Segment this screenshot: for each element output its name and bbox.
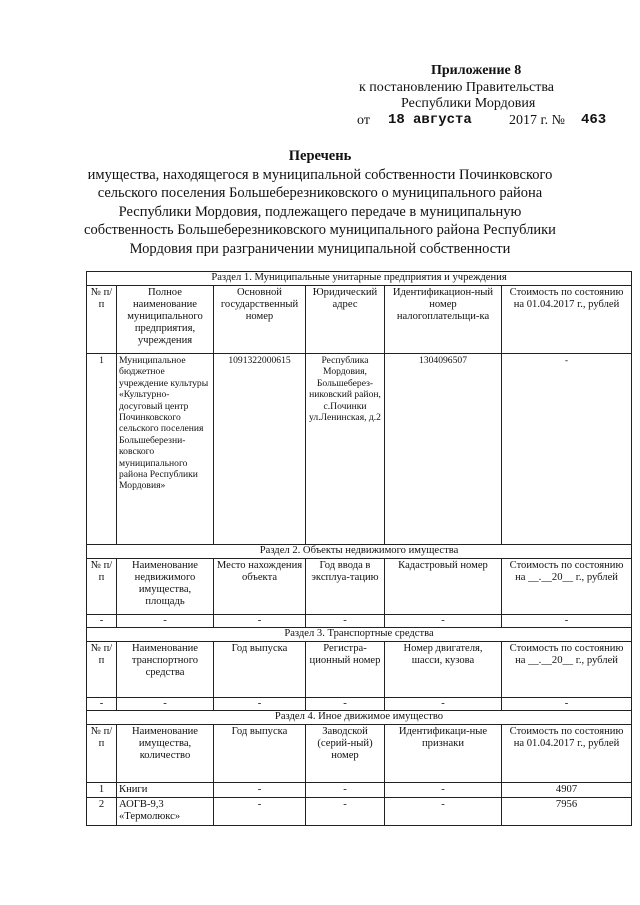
table-row [87,354,632,545]
column-header: Юридический адрес [306,286,385,354]
column-header: Место нахождения объекта [214,559,306,615]
column-header: Наименование имущества, количество [117,725,214,783]
empty-cell: - [214,698,306,711]
empty-cell: - [502,615,632,628]
section-2-header-row [87,559,632,615]
column-header: № п/п [87,286,117,354]
empty-cell: - [117,698,214,711]
property-table [86,271,632,826]
section-3-title: Раздел 3. Транспортные средства [87,628,632,642]
row-number: 1 [87,354,117,545]
table-row [87,798,632,826]
section-1-title: Раздел 1. Муниципальные унитарные предприятия и учреждения [87,272,632,286]
inn-value: 1304096507 [385,354,502,545]
column-header: № п/п [87,725,117,783]
empty-cell: - [87,698,117,711]
empty-cell: - [87,615,117,628]
column-header: Наименование транспортного средства [117,642,214,698]
cost-value: 4907 [502,783,632,798]
column-header: № п/п [87,642,117,698]
document-number: 463 [581,112,607,128]
republic-line: Республики Мордовия [401,96,536,111]
column-header: Год выпуска [214,725,306,783]
empty-cell: - [214,615,306,628]
column-header: Номер двигателя, шасси, кузова [385,642,502,698]
section-2-title-row [87,545,632,559]
empty-cell: - [117,615,214,628]
column-header: Год выпуска [214,642,306,698]
section-4-title: Раздел 4. Иное движимое имущество [87,711,632,725]
serial-value: - [306,798,385,826]
column-header: Стоимость по состоянию на 01.04.2017 г., рублей [502,725,632,783]
row-number: 2 [87,798,117,826]
section-2-title: Раздел 2. Объекты недвижимого имущества [87,545,632,559]
column-header: Наименование недвижимого имущества, площадь [117,559,214,615]
title-line: собственность Большеберезниковского муниципального района Республики [84,222,556,239]
year-value: - [214,783,306,798]
column-header: Полное наименование муниципального предприятия, учреждения [117,286,214,354]
table-row [87,698,632,711]
column-header: Регистра-ционный номер [306,642,385,698]
empty-cell: - [502,698,632,711]
cost-value: - [502,354,632,545]
item-name: АОГВ-9,3 «Термолюкс» [117,798,214,826]
column-header: Стоимость по состоянию на __.__20__ г., рублей [502,559,632,615]
section-3-header-row [87,642,632,698]
empty-cell: - [306,698,385,711]
ident-value: - [385,798,502,826]
empty-cell: - [306,615,385,628]
column-header: Основной государственный номер [214,286,306,354]
title-line: Республики Мордовия, подлежащего передаче в муниципальную [118,203,522,220]
title-line: имущества, находящегося в муниципальной собственности Починковского [87,166,553,183]
column-header: Идентификаци-ные признаки [385,725,502,783]
title-heading: Перечень [288,148,352,164]
date-month: августа [413,112,472,128]
resolution-line: к постановлению Правительства [359,80,555,95]
section-4-header-row [87,725,632,783]
column-header: Идентификацион-ный номер налогоплательщи-ка [385,286,502,354]
table-row [87,615,632,628]
date-year: 2017 г. № [509,113,566,128]
document-title [0,147,640,259]
institution-name: Муниципальное бюджетное учреждение культуры «Культурно-досуговый центр Починковского сельского поселения Большеберезни-ковского муниципального района Республики Мордовия» [117,354,214,545]
section-4-title-row [87,711,632,725]
ident-value: - [385,783,502,798]
section-1-header-row [87,286,632,354]
column-header: Стоимость по состоянию на 01.04.2017 г., рублей [502,286,632,354]
item-name: Книги [117,783,214,798]
table-row [87,783,632,798]
column-header: № п/п [87,559,117,615]
row-number: 1 [87,783,117,798]
appendix-label: Приложение 8 [431,63,522,78]
legal-address: Республика Мордовия, Большеберез-никовский район, с.Починки ул.Ленинская, д.2 [306,354,385,545]
column-header: Кадастровый номер [385,559,502,615]
column-header: Заводской (серий-ный) номер [306,725,385,783]
column-header: Год ввода в эксплуа-тацию [306,559,385,615]
date-day: 18 [388,112,405,128]
date-prefix: от [357,113,370,128]
title-line: сельского поселения Большеберезниковского о муниципального района [97,185,543,202]
serial-value: - [306,783,385,798]
empty-cell: - [385,615,502,628]
year-value: - [214,798,306,826]
empty-cell: - [385,698,502,711]
cost-value: 7956 [502,798,632,826]
section-3-title-row [87,628,632,642]
section-1-title-row [87,272,632,286]
ogrn-value: 1091322000615 [214,354,306,545]
title-line: Мордовия при разграничении муниципальной собственности [129,240,511,257]
column-header: Стоимость по состоянию на __.__20__ г., рублей [502,642,632,698]
